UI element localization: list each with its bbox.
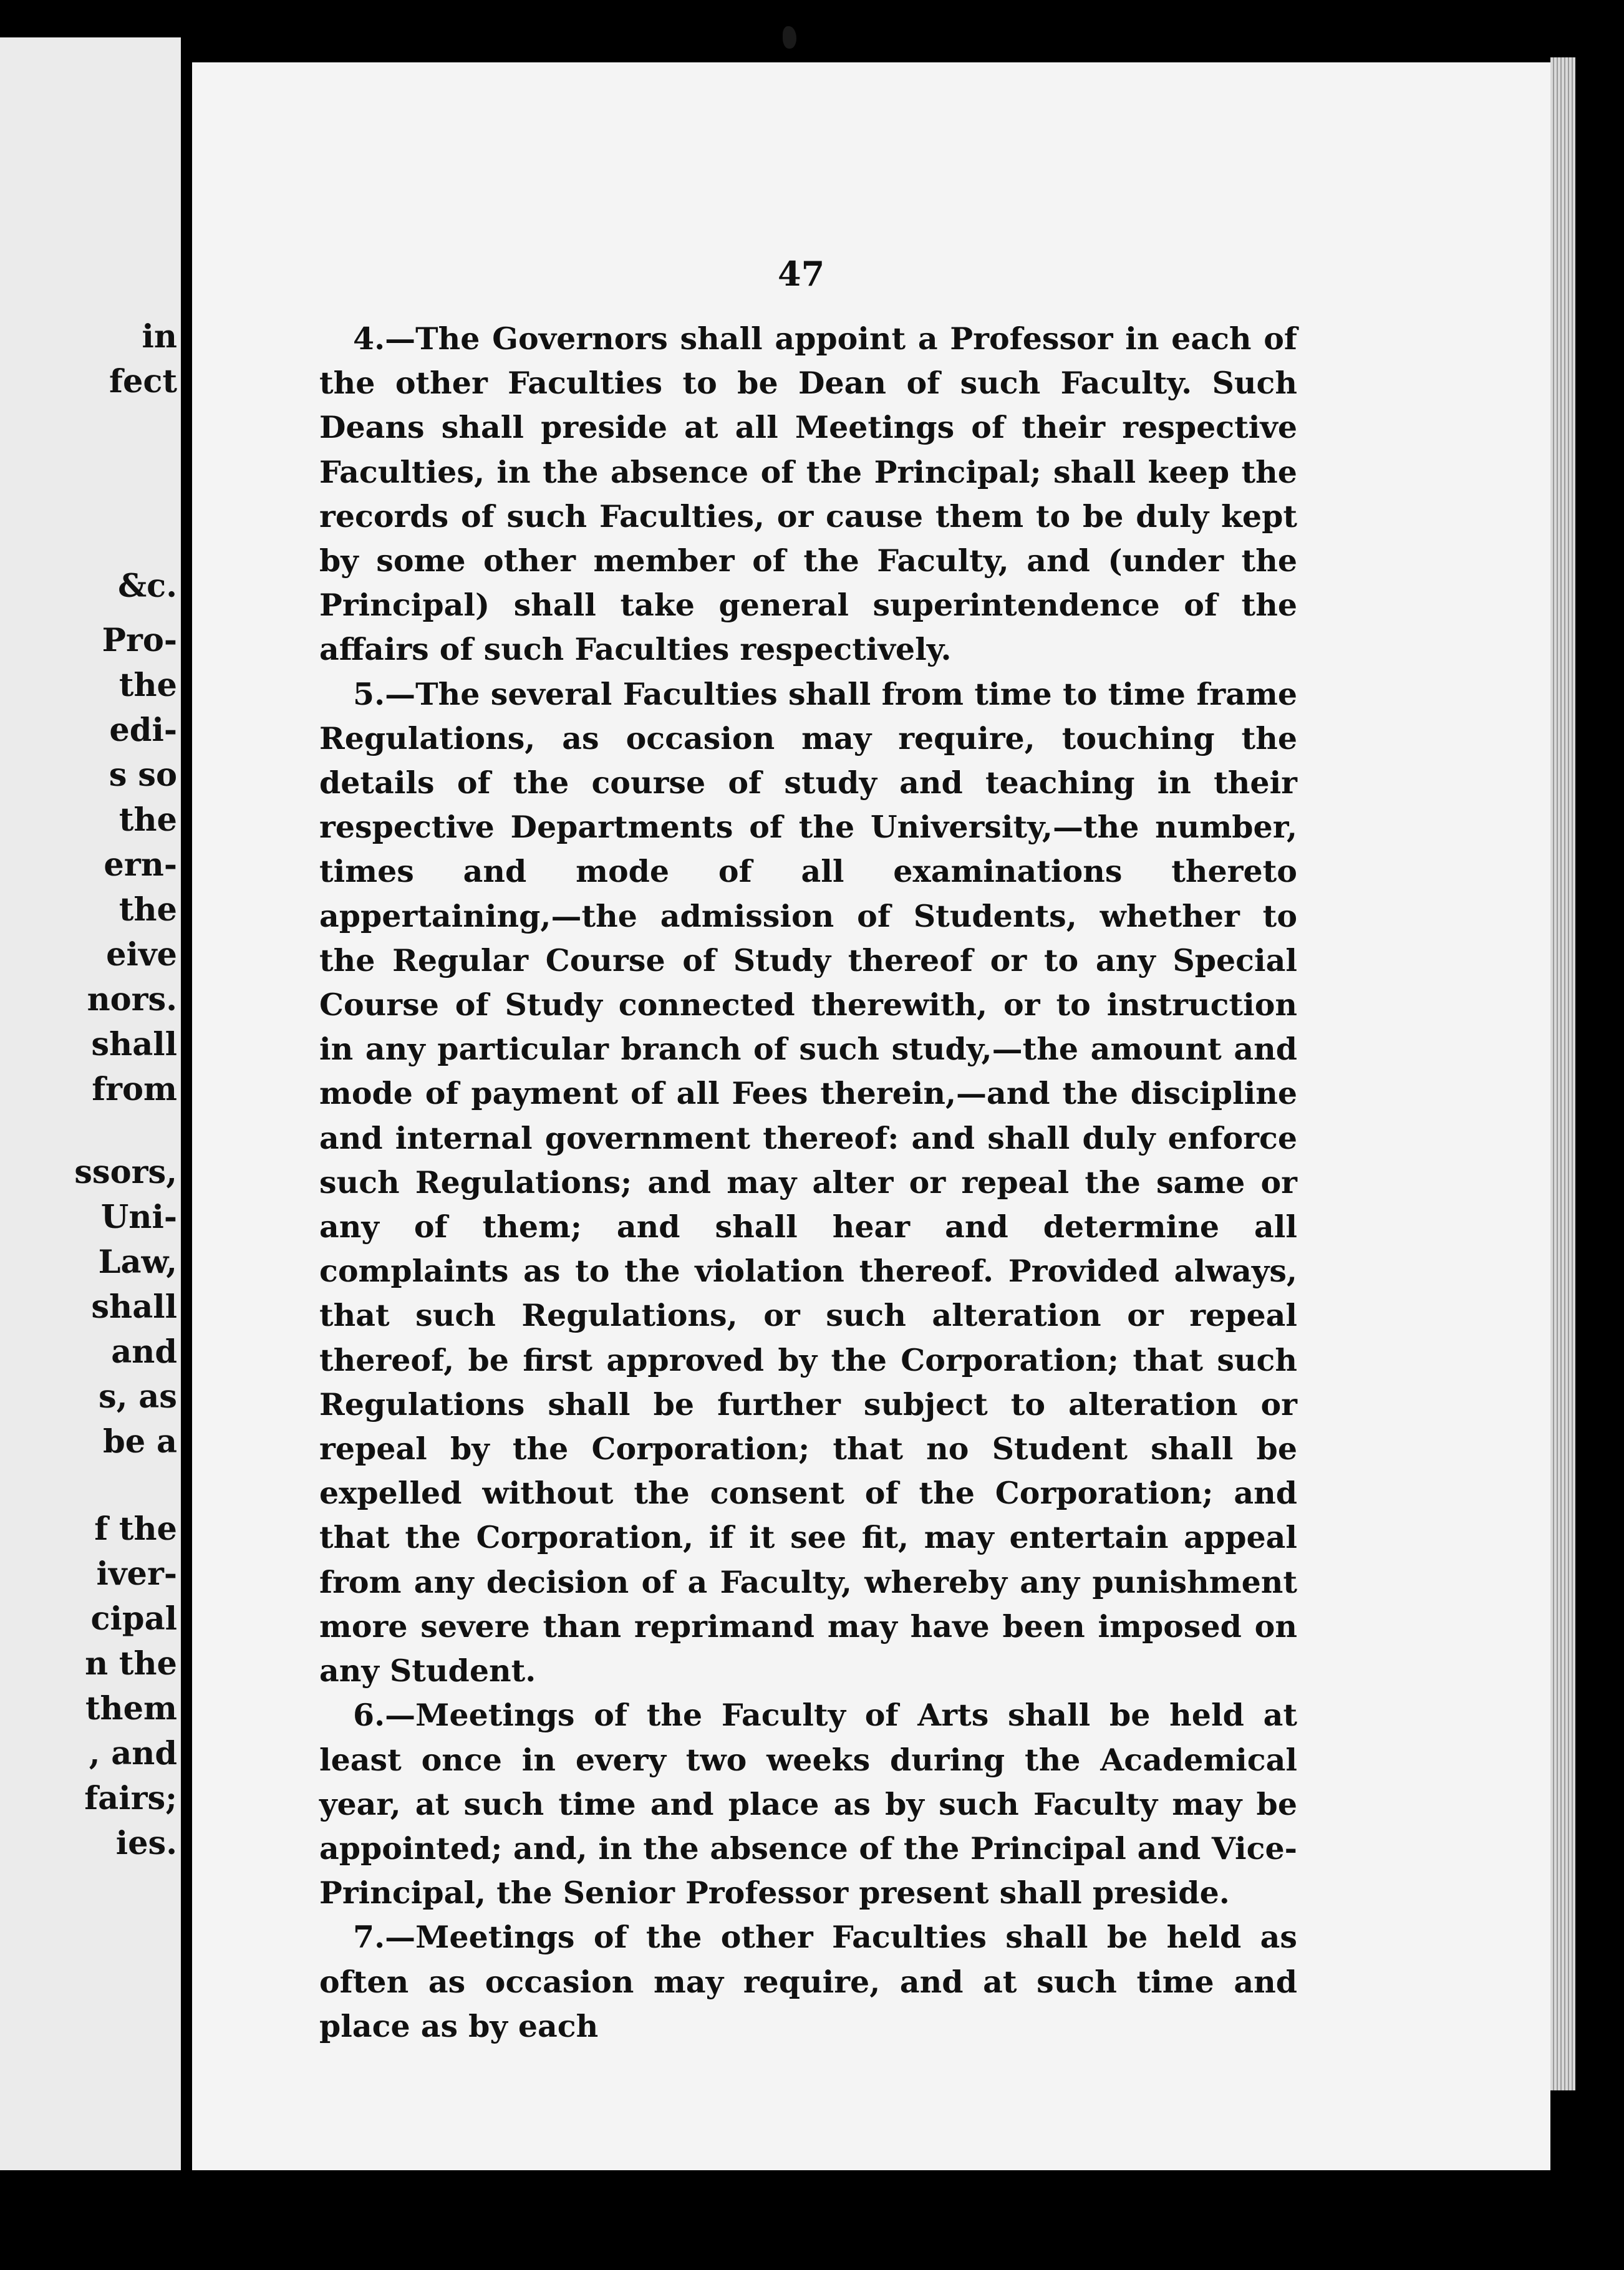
left-fragment: the (118, 891, 177, 929)
paragraph-4: 4.—The Governors shall appoint a Professor in each of the other Faculties to be Dean of such Faculty. Such Deans shall preside at all Meetings of their respective Faculties, in the absence of the Principal; shall keep the records of such Faculties, or cause them to be duly kept by some other member of the Faculty, and (under the Principal) shall take general superintendence of the affairs of such Faculties respectively. (319, 321, 1297, 668)
left-fragment: cipal (90, 1600, 177, 1638)
left-fragment: and (111, 1333, 177, 1371)
left-fragment: ssors, (74, 1154, 177, 1191)
left-fragment: in (142, 318, 177, 355)
left-fragment: iver- (96, 1555, 177, 1593)
left-fragment: ies. (115, 1825, 177, 1862)
left-fragment: them (85, 1690, 177, 1727)
left-fragment: the (118, 667, 177, 704)
left-fragment: shall (91, 1288, 177, 1326)
paragraph-6: 6.—Meetings of the Faculty of Arts shall be held at least once in every two weeks during the Academical year, at such time and place as by such Faculty may be appointed; and, in the absence of the Principal and Vice-Principal, the Senior Professor present shall preside. (319, 1697, 1297, 1911)
left-fragment: be a (103, 1423, 177, 1461)
left-fragment: the (118, 801, 177, 839)
book-gutter (181, 0, 192, 2270)
left-fragment: Pro- (102, 622, 177, 659)
left-fragment: Uni- (100, 1199, 177, 1236)
page-number: 47 (778, 254, 825, 294)
left-fragment: s, as (99, 1378, 177, 1416)
left-fragment: fairs; (84, 1780, 177, 1817)
left-fragment: eive (106, 936, 177, 973)
left-fragment: f the (94, 1510, 177, 1548)
left-fragment: shall (91, 1026, 177, 1063)
left-fragment: edi- (109, 712, 177, 749)
left-fragment: from (92, 1071, 177, 1108)
ink-blot (783, 26, 796, 49)
left-fragment: fect (109, 363, 177, 400)
left-page (0, 37, 181, 2170)
paragraph-7: 7.—Meetings of the other Faculties shall be held as often as occasion may require, and at such time and place as by each (319, 1919, 1297, 2044)
left-fragment: , and (89, 1735, 177, 1772)
paragraph-5: 5.—The several Faculties shall from time to time frame Regulations, as occasion may require, touching the details of the course of study and teaching in their respective Departments of the University,—the number, times and mode of all examinations thereto appertaining,—the admission of Students, whether to the Regular Course of Study thereof or to any Special Course of Study connected therewith, or to instruction in any particular branch of such study,—the amount and mode of payment of all Fees therein,—and the discipline and internal government thereof: and shall duly enforce such Regulations; and may alter or repeal the same or any of them; and shall hear and determine all complaints as to the violation thereof. Provided always, that such Regulations, or such alteration or repeal thereof, be first approved by the Corporation; that such Regulations shall be further subject to alteration or repeal by the Corporation; that no Student shall be expelled without the consent of the Corporation; and that the Corporation, if it see fit, may entertain appeal from any decision of a Faculty, whereby any punishment more severe than reprimand may have been imposed on any Student. (319, 675, 1297, 1689)
page-edge (1550, 57, 1575, 2090)
left-fragment: n the (85, 1645, 177, 1683)
left-fragment: Law, (98, 1244, 177, 1281)
left-fragment: nors. (87, 981, 177, 1018)
left-fragment: s so (109, 756, 177, 794)
left-fragment: &c. (118, 568, 177, 605)
left-fragment: ern- (104, 846, 177, 884)
body-text (319, 317, 1297, 2049)
